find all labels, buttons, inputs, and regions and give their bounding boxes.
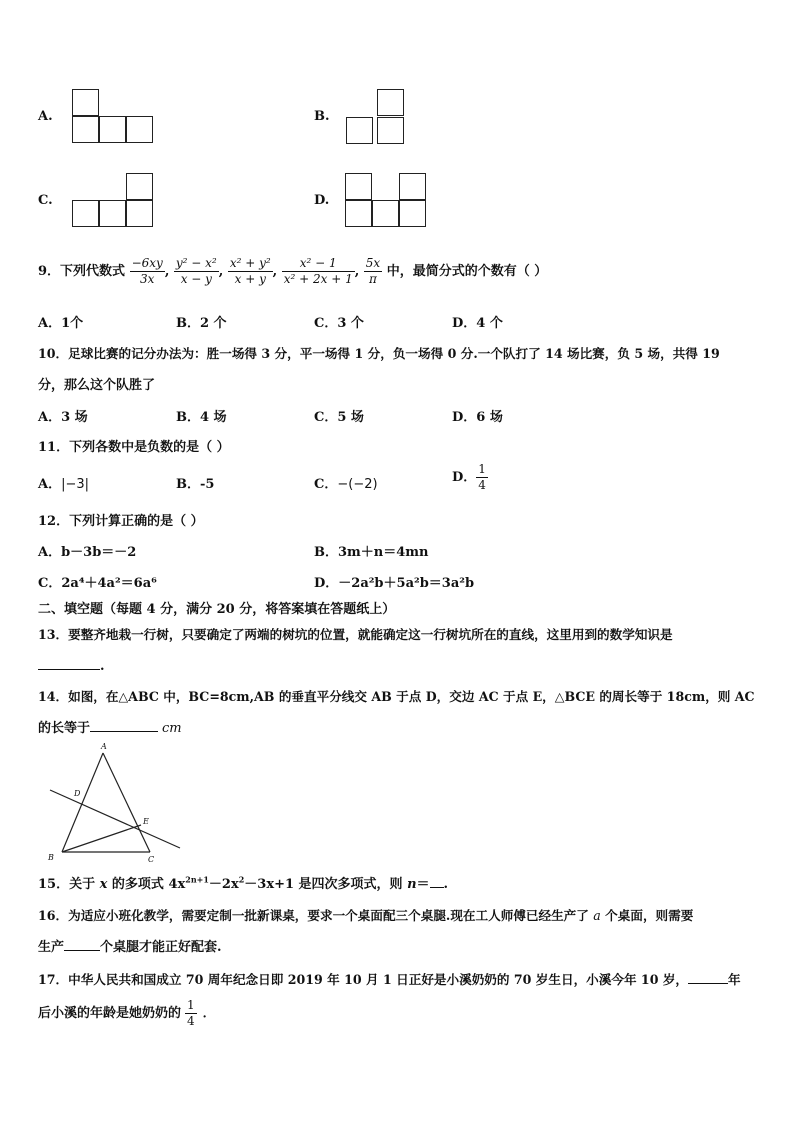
q9-frac-5: $\frac{5x}{\pi}$ bbox=[365, 256, 381, 286]
q11-option-a: A．|−3| bbox=[38, 477, 90, 492]
perpendicular-bisector bbox=[50, 790, 180, 848]
q14-line2: 的长等于 cm bbox=[38, 717, 182, 736]
q12-option-a: A．b－3b＝－2 bbox=[38, 545, 137, 560]
q11-option-c: C．−(−2) bbox=[314, 477, 378, 492]
q14-blank bbox=[90, 717, 158, 732]
label-a: A bbox=[101, 742, 107, 751]
q9-option-d: D．4 个 bbox=[452, 316, 503, 331]
q12-option-d: D．－2a²b＋5a²b＝3a²b bbox=[314, 576, 475, 591]
side-ab bbox=[62, 753, 103, 852]
q10-line2: 分，那么这个队胜了 bbox=[38, 378, 156, 393]
question-15: 15．关于 x 的多项式 $4x^{2n+1}-2x^2-3x+1$ 是四次多项式，则 n＝ . bbox=[38, 874, 449, 892]
q9-option-b: B．2 个 bbox=[176, 316, 227, 331]
q10-line1: 10．足球比赛的记分办法为：胜一场得 3 分，平一场得 1 分，负一场得 0 分.一个队打了 14 场比赛，负 5 场，共得 19 bbox=[38, 346, 720, 361]
option-a-label: A. bbox=[38, 109, 53, 124]
q10-option-b: B．4 场 bbox=[176, 410, 227, 425]
q9-option-a: A．1个 bbox=[38, 316, 84, 331]
q10-option-a: A．3 场 bbox=[38, 410, 88, 425]
segment-be bbox=[62, 825, 141, 852]
q12-option-b: B．3m＋n＝4mn bbox=[314, 545, 429, 560]
q9-frac-3: $\frac{\text{x² + y²}}{x + y}$ bbox=[229, 256, 271, 286]
q11-option-d: D． $\frac{1}{4}$ bbox=[452, 462, 486, 492]
q9-frac-1: $\frac{-6xy}{3x}$ bbox=[131, 256, 163, 286]
q17-line1: 17．中华人民共和国成立 70 周年纪念日即 2019 年 10 月 1 日正好是小溪奶奶的 70 岁生日，小溪今年 10 岁， 年 bbox=[38, 972, 741, 987]
side-ac bbox=[103, 753, 150, 852]
q9-prefix: 9．下列代数式 bbox=[38, 264, 126, 279]
option-c-label: C. bbox=[38, 193, 53, 208]
q16-line1: 16．为适应小班化教学，需要定制一批新课桌，要求一个桌面配三个桌腿.现在工人师傅已经生产了 a 个桌面，则需要 bbox=[38, 908, 694, 923]
q13-line1: 13．要整齐地栽一行树，只要确定了两端的树坑的位置，就能确定这一行树坑所在的直线，这里用到的数学知识是 bbox=[38, 627, 673, 642]
q17-blank bbox=[688, 971, 728, 984]
q9-suffix: 中，最简分式的个数有（ ） bbox=[386, 264, 548, 279]
question-9: 9．下列代数式 $\frac{-6xy}{3x}$ , $\frac{\text{y² − x²}}{x - y}$ , $\frac{\text{x² + y²}}{x + y}$ , $\frac{\text{x² − 1}}{\text{x² + 2x + 1}}$ , $\frac{5x}{\pi}$ 中，最简分式的个数有（ ） bbox=[38, 256, 548, 286]
q13-line2: . bbox=[38, 655, 105, 674]
q16-line2: 生产 个桌腿才能正好配套. bbox=[38, 940, 222, 955]
q9-option-c: C．3 个 bbox=[314, 316, 364, 331]
label-b: B bbox=[48, 853, 54, 862]
q10-option-c: C．5 场 bbox=[314, 410, 364, 425]
q9-frac-4: $\frac{\text{x² − 1}}{\text{x² + 2x + 1}}$ bbox=[283, 256, 353, 286]
q17-line2: 后小溪的年龄是她奶奶的 $\frac{1}{4}$ ． bbox=[38, 998, 216, 1028]
q12-option-c: C．2a⁴＋4a²＝6a⁶ bbox=[38, 576, 157, 591]
q15-blank bbox=[430, 875, 444, 888]
q12-stem: 12．下列计算正确的是（ ） bbox=[38, 514, 204, 529]
q14-line1: 14．如图，在△ABC 中，BC=8cm,AB 的垂直平分线交 AB 于点 D，交边 AC 于点 E，△BCE 的周长等于 18cm，则 AC bbox=[38, 689, 755, 704]
q9-frac-2: $\frac{\text{y² − x²}}{x - y}$ bbox=[175, 256, 217, 286]
section-2-heading: 二、填空题（每题 4 分，满分 20 分，将答案填在答题纸上） bbox=[38, 602, 396, 617]
q13-blank bbox=[38, 655, 100, 670]
label-e: E bbox=[143, 817, 149, 826]
option-d-label: D. bbox=[314, 193, 330, 208]
option-b-label: B. bbox=[314, 109, 330, 124]
q16-blank bbox=[64, 938, 100, 951]
label-d: D bbox=[74, 789, 81, 798]
q11-stem: 11．下列各数中是负数的是（ ） bbox=[38, 440, 230, 455]
q11-option-b: B．-5 bbox=[176, 477, 215, 492]
label-c: C bbox=[148, 855, 155, 864]
q10-option-d: D．6 场 bbox=[452, 410, 503, 425]
triangle-figure bbox=[40, 738, 190, 868]
